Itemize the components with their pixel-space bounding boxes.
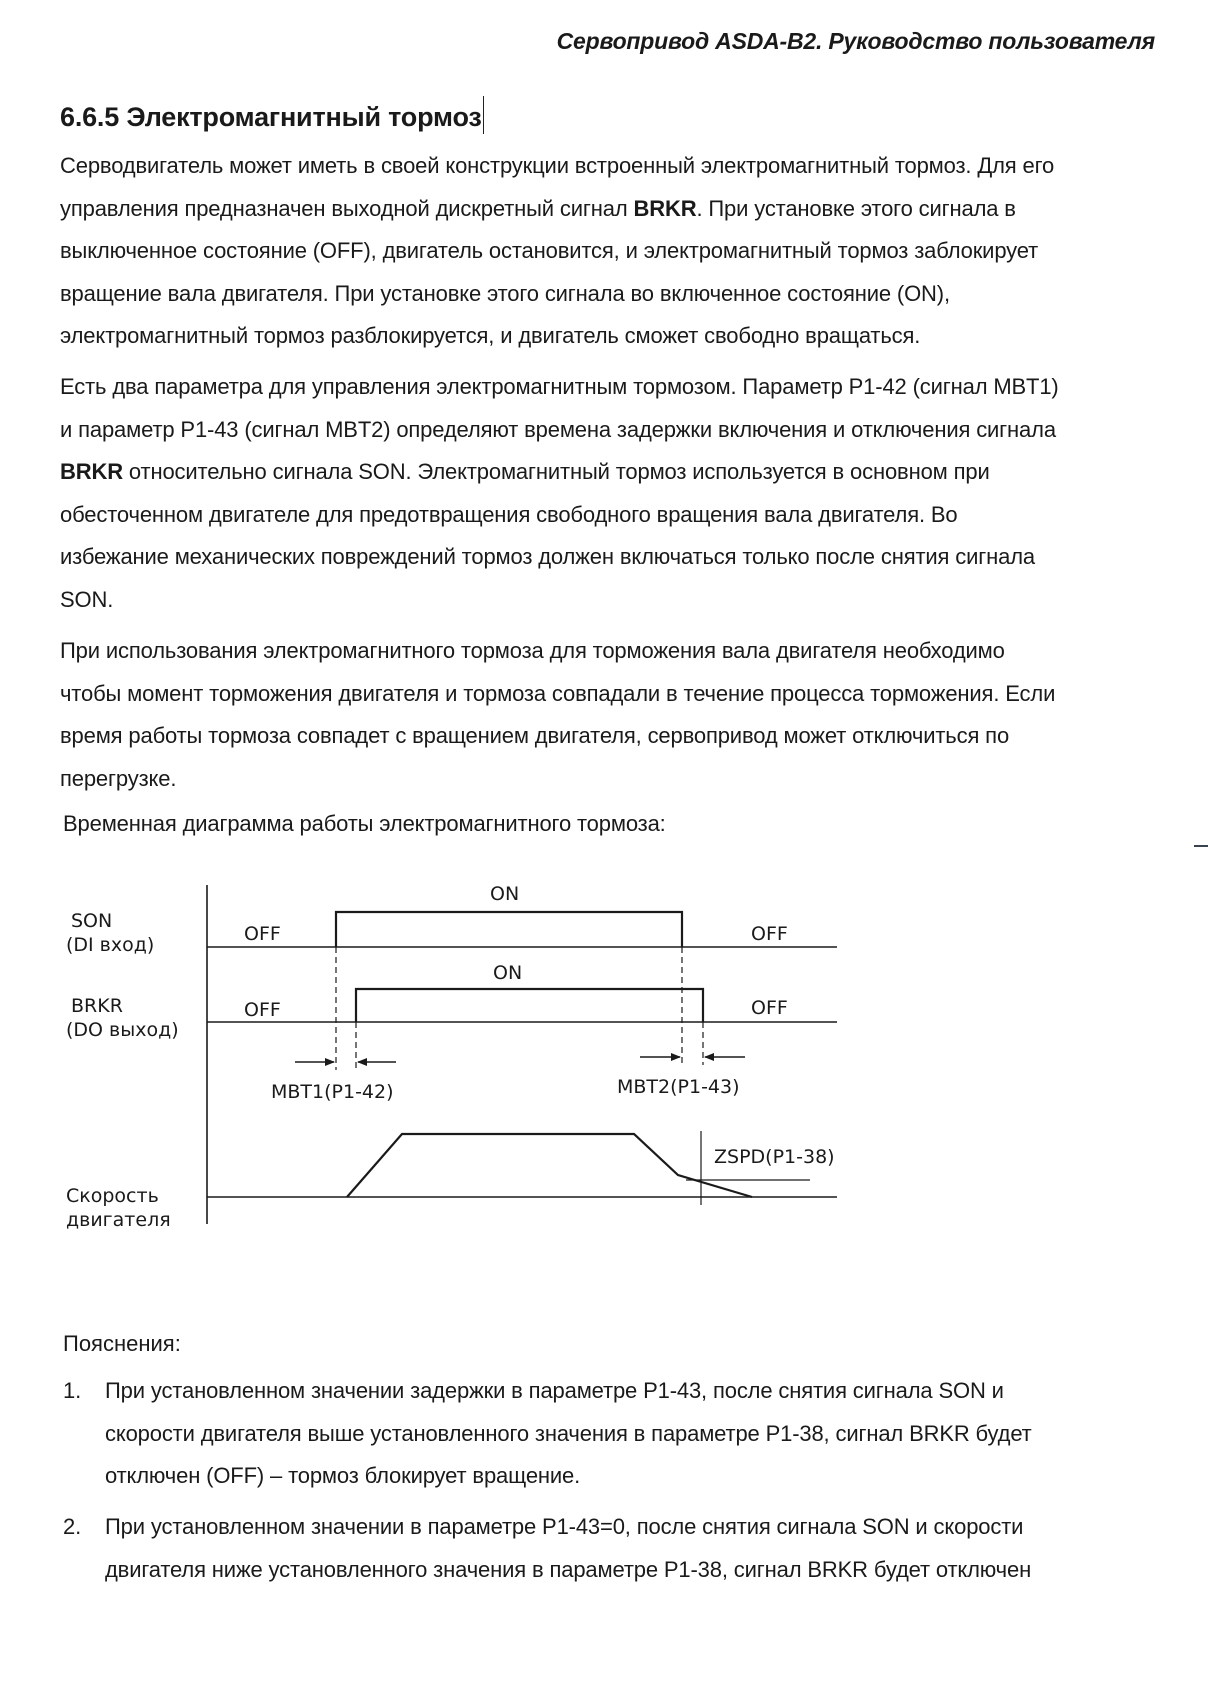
- text-run: выключенное состояние (OFF), двигатель остановится, и электромагнитный тормоз заблокирует: [60, 238, 1039, 263]
- speed-curve: [347, 1134, 752, 1197]
- text-run: перегрузке.: [60, 765, 177, 791]
- text-run: управления предназначен выходной дискретный сигнал: [60, 195, 634, 221]
- text-run: и параметр P1-43 (сигнал MBT2) определяют времена задержки включения и отключения сигнала: [60, 416, 1056, 442]
- brkr-off-left: OFF: [244, 999, 281, 1021]
- note-number: 1.: [63, 1378, 82, 1403]
- son-label: SON: [71, 910, 113, 932]
- text-run: электромагнитный тормоз разблокируется, и двигатель сможет свободно вращаться.: [60, 323, 921, 348]
- running-header-title: Сервопривод ASDA-B2. Руководство пользователя: [556, 28, 1155, 54]
- speed-label: Скорость: [66, 1185, 159, 1207]
- note-line: При установленном значении в параметре P1-43=0, после снятия сигнала SON и скорости: [105, 1514, 1024, 1539]
- brkr-label: BRKR: [71, 995, 123, 1017]
- note-body: [105, 1370, 1032, 1498]
- mbt1-label: MBT1(P1-42): [271, 1081, 394, 1103]
- text-run: Серводвигатель может иметь в своей конструкции встроенный электромагнитный тормоз. Для его: [60, 153, 1055, 178]
- text-run: обесточенном двигателе для предотвращения свободного вращения вала двигателя. Во: [60, 501, 958, 527]
- son-off-right: OFF: [751, 923, 788, 945]
- notes-title: Пояснения:: [63, 1331, 181, 1356]
- note-body: [105, 1506, 1031, 1591]
- section-heading-text: 6.6.5 Электромагнитный тормоз: [60, 102, 482, 132]
- mbt2-label: MBT2(P1-43): [617, 1076, 740, 1098]
- note-line: скорости двигателя выше установленного значения в параметре P1-38, сигнал BRKR будет: [105, 1420, 1032, 1446]
- brkr-sublabel: (DO выход): [66, 1019, 179, 1041]
- note-line: При установленном значении задержки в параметре P1-43, после снятия сигнала SON и: [105, 1378, 1004, 1403]
- note-line: отключен (OFF) – тормоз блокирует вращение.: [105, 1463, 581, 1488]
- speed-sublabel: двигателя: [66, 1209, 171, 1231]
- son-sublabel: (DI вход): [66, 934, 155, 956]
- text-run: SON.: [60, 586, 114, 612]
- text-run: чтобы момент торможения двигателя и тормоза совпадали в течение процесса торможения. Если: [60, 680, 1056, 706]
- zspd-label: ZSPD(P1-38): [714, 1146, 835, 1168]
- signal-name-bold: BRKR: [633, 195, 697, 221]
- brkr-on: ON: [493, 962, 523, 984]
- signal-name-bold: BRKR: [60, 459, 123, 484]
- note-number: 2.: [63, 1514, 82, 1539]
- text-run: относительно сигнала SON. Электромагнитный тормоз используется в основном при: [122, 459, 990, 484]
- text-run: избежание механических повреждений тормоз должен включаться только после снятия сигнала: [60, 544, 1035, 569]
- text-run: время работы тормоза совпадет с вращением двигателя, сервопривод может отключиться по: [60, 723, 1010, 748]
- text-run: . При установке этого сигнала в: [696, 195, 1016, 221]
- text-run: При использования электромагнитного тормоза для торможения вала двигателя необходимо: [60, 638, 1005, 663]
- text-run: вращение вала двигателя. При установке этого сигнала во включенное состояние (ON),: [60, 280, 950, 306]
- diagram-caption: Временная диаграмма работы электромагнитного тормоза:: [63, 811, 666, 836]
- text-run: Есть два параметра для управления электромагнитным тормозом. Параметр P1-42 (сигнал MBT1): [60, 374, 1059, 399]
- son-on: ON: [490, 883, 520, 905]
- son-signal: [336, 912, 682, 947]
- brkr-off-right: OFF: [751, 997, 788, 1019]
- brkr-signal: [356, 989, 703, 1022]
- note-line: двигателя ниже установленного значения в параметре P1-38, сигнал BRKR будет отключен: [105, 1556, 1032, 1582]
- son-off-left: OFF: [244, 923, 281, 945]
